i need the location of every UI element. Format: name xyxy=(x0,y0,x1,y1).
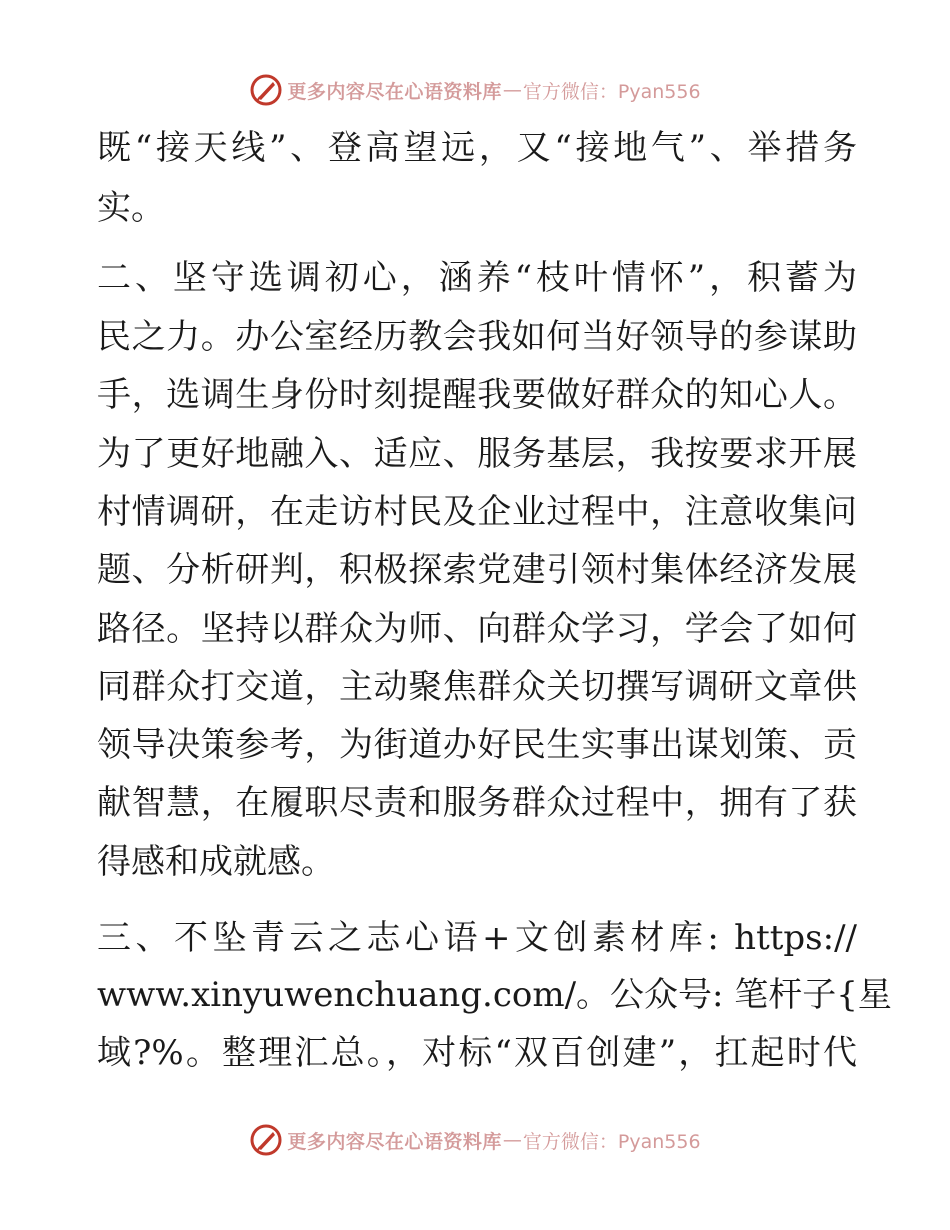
body-line: 路径。坚持以群众为师、向群众学习，学会了如何 xyxy=(97,609,857,649)
body-line: 得感和成就感。 xyxy=(97,842,335,882)
watermark-separator: — xyxy=(502,1129,522,1151)
quill-logo-icon xyxy=(249,73,283,107)
body-line: 同群众打交道，主动聚焦群众关切撰写调研文章供 xyxy=(97,667,857,707)
watermark-separator: — xyxy=(502,79,522,101)
footer-watermark xyxy=(0,1120,950,1160)
body-line: 为了更好地融入、适应、服务基层，我按要求开展 xyxy=(97,434,857,474)
body-line: 既“接天线”、登高望远，又“接地气”、举措务 xyxy=(97,128,857,168)
watermark-wechat-text: 官方微信：Pyan556 xyxy=(522,80,701,103)
body-line: www.xinyuwenchuang.com/。公众号: 笔杆子{星 xyxy=(97,975,892,1015)
body-line: 域?%。整理汇总。，对标“双百创建”，扛起时代 xyxy=(97,1033,857,1073)
watermark-main-text: 更多内容尽在心语资料库 xyxy=(287,1130,502,1153)
body-line: 领导决策参考，为街道办好民生实事出谋划策、贡 xyxy=(97,725,857,765)
body-line: 二、坚守选调初心，涵养“枝叶情怀”，积蓄为 xyxy=(97,258,857,298)
body-line: 献智慧，在履职尽责和服务群众过程中，拥有了获 xyxy=(97,783,857,823)
quill-logo-icon xyxy=(249,1123,283,1157)
body-line: 三、不坠青云之志心语+文创素材库: https:// xyxy=(97,918,857,958)
body-line: 民之力。办公室经历教会我如何当好领导的参谋助 xyxy=(97,317,857,357)
watermark-wechat-text: 官方微信：Pyan556 xyxy=(522,1130,701,1153)
watermark-main-text: 更多内容尽在心语资料库 xyxy=(287,80,502,103)
header-watermark xyxy=(0,70,950,110)
body-line: 实。 xyxy=(97,188,165,228)
body-line: 手，选调生身份时刻提醒我要做好群众的知心人。 xyxy=(97,375,857,415)
body-line: 题、分析研判，积极探索党建引领村集体经济发展 xyxy=(97,550,857,590)
body-line: 村情调研，在走访村民及企业过程中，注意收集问 xyxy=(97,492,857,532)
